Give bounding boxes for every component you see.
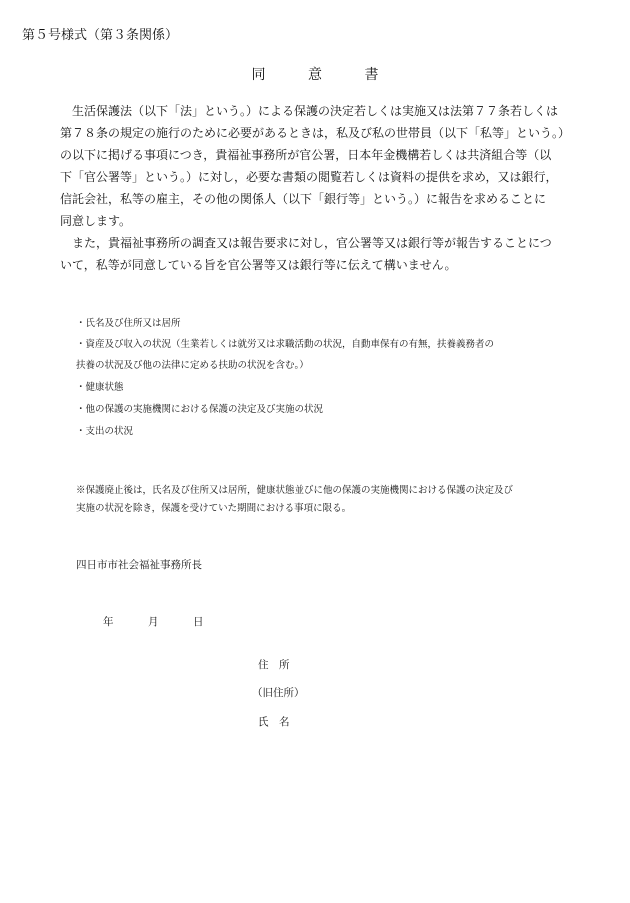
date-month-label: 月	[148, 616, 159, 628]
note-line: 実施の状況を除き，保護を受けていた期間における事項に限る。	[76, 503, 352, 514]
paragraph-line: また，貴福祉事務所の調査又は報告要求に対し，官公署等又は銀行等が報告することにつ	[72, 236, 552, 250]
paragraph-line: 同意します。	[60, 214, 132, 228]
title-char-1: 同	[251, 67, 266, 83]
paragraph-line: 信託会社，私等の雇主，その他の関係人（以下「銀行等」という。）に報告を求めることに	[60, 192, 547, 206]
note-line: ※保護廃止後は，氏名及び住所又は居所，健康状態並びに他の保護の実施機関における保護の決定及び	[76, 485, 514, 496]
address-label: 住 所	[258, 659, 290, 671]
paragraph-line: 生活保護法（以下「法」という。）による保護の決定若しくは実施又は法第７７条若しくは	[72, 104, 559, 118]
name-label: 氏 名	[258, 716, 290, 728]
paragraph-line: 下「官公署等」という。）に対し，必要な書類の閲覧若しくは資料の提供を求め，又は銀行，	[60, 170, 558, 184]
paragraph-line: いて，私等が同意している旨を官公署等又は銀行等に伝えて構いません。	[60, 258, 457, 272]
addressee: 四日市市社会福祉事務所長	[76, 559, 202, 571]
paragraph-line: 第７８条の規定の施行のために必要があるときは，私及び私の世帯員（以下「私等」という。）	[60, 126, 571, 140]
date-day-label: 日	[193, 616, 204, 628]
title-char-3: 書	[364, 67, 379, 83]
consent-item-continuation: 扶養の状況及び他の法律に定める扶助の状況を含む。）	[76, 360, 309, 371]
paragraph-line: の以下に掲げる事項につき，貴福祉事務所が官公署，日本年金機構若しくは共済組合等（以	[60, 148, 552, 162]
consent-item: ・健康状態	[76, 382, 124, 393]
form-number: 第５号様式（第３条関係）	[22, 28, 179, 43]
consent-item: ・氏名及び住所又は居所	[76, 318, 181, 329]
date-year-label: 年	[103, 616, 114, 628]
consent-item: ・支出の状況	[76, 426, 134, 437]
title-char-2: 意	[308, 67, 322, 83]
consent-item: ・他の保護の実施機関における保護の決定及び実施の状況	[76, 404, 324, 415]
document-title	[0, 64, 630, 84]
consent-item: ・資産及び収入の状況（生業若しくは就労又は求職活動の状況，自動車保有の有無，扶養義務者の	[76, 339, 495, 350]
former-address-label: （旧住所）	[252, 687, 305, 699]
